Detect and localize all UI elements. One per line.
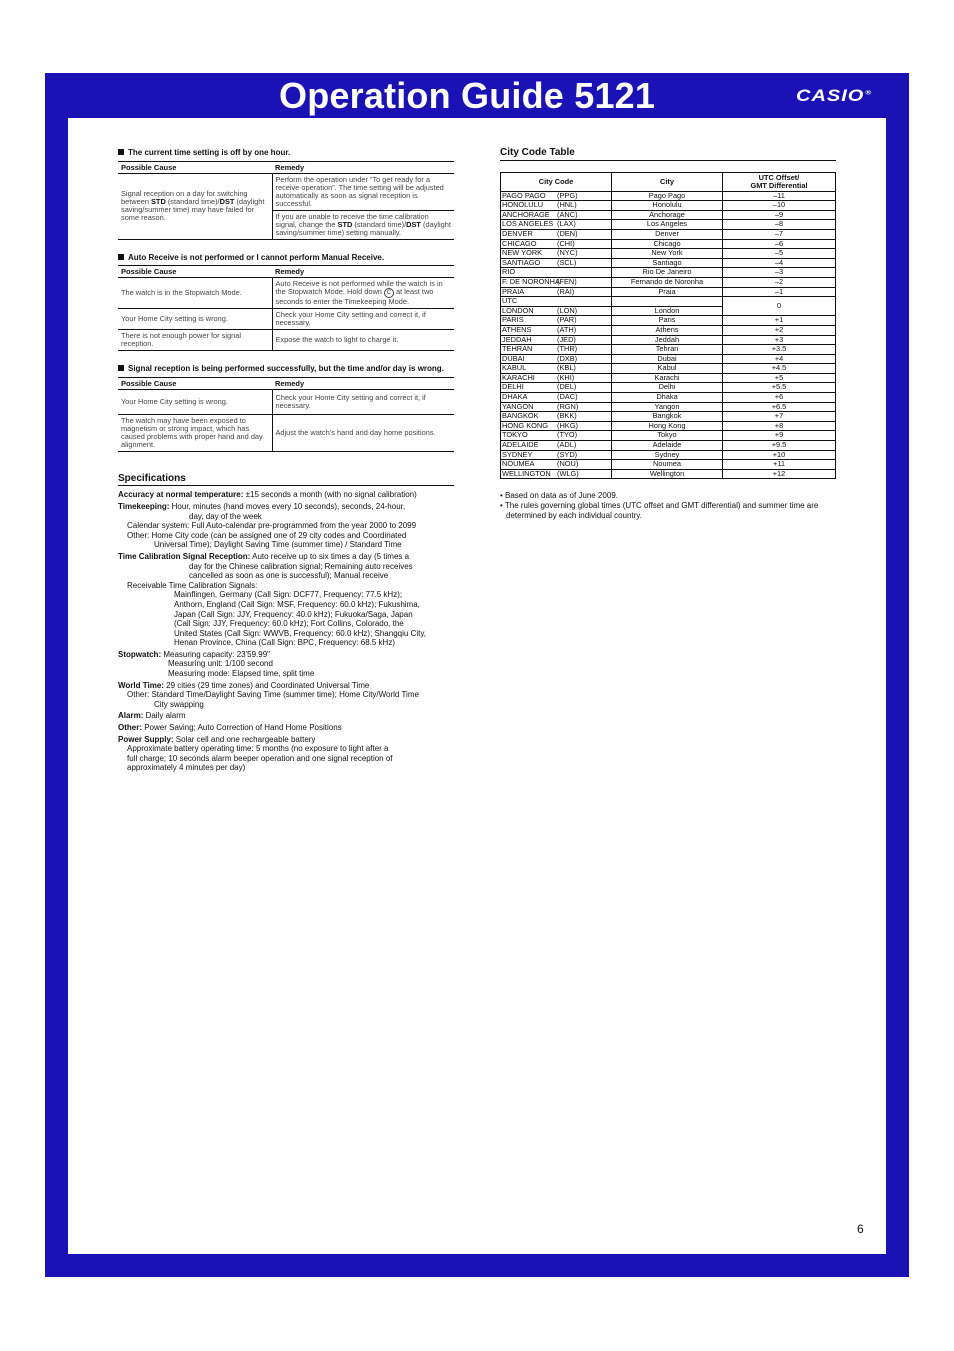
city-name-cell: Adelaide <box>612 441 723 451</box>
city-code-cell: TOKYO <box>501 431 557 441</box>
city-code-cell: UTC <box>501 297 557 307</box>
col-header-cause: Possible Cause <box>118 377 272 389</box>
utc-offset-cell: +7 <box>723 412 836 422</box>
city-code-cell: DUBAI <box>501 354 557 364</box>
city-abbr-cell: (KBL) <box>556 364 612 374</box>
city-name-cell: London <box>612 306 723 316</box>
city-abbr-cell: (WLG) <box>556 469 612 479</box>
left-column <box>118 148 454 775</box>
table-header-row <box>501 172 836 191</box>
table-row <box>118 173 454 210</box>
city-code-table-heading: City Code Table <box>500 148 836 161</box>
col-header-cause: Possible Cause <box>118 161 272 173</box>
trouble-heading-auto-receive <box>118 253 454 263</box>
city-table-notes <box>500 491 836 520</box>
square-bullet-icon <box>118 365 124 371</box>
spec-label: Timekeeping: <box>118 501 170 511</box>
city-abbr-cell: (LAX) <box>556 220 612 230</box>
spec-text: Calendar system: Full Auto-calendar pre-programmed from the year 2000 to 2099 <box>127 521 417 531</box>
city-code-cell: SANTIAGO <box>501 258 557 268</box>
city-abbr-cell: (NYC) <box>556 249 612 259</box>
spec-text: Measuring unit: 1/100 second <box>168 659 273 669</box>
brand-name: CASIO <box>796 86 865 106</box>
utc-offset-cell: –4 <box>723 258 836 268</box>
spec-text: full charge; 10 seconds alarm beeper operation and one signal reception of <box>127 753 393 763</box>
city-name-cell: Rio De Janeiro <box>612 268 723 278</box>
utc-offset-cell: –2 <box>723 277 836 287</box>
city-abbr-cell: (CHI) <box>556 239 612 249</box>
cause-cell: The watch is in the Stopwatch Mode. <box>118 278 272 309</box>
city-name-cell: Bangkok <box>612 412 723 422</box>
city-code-cell: HONOLULU <box>501 201 557 211</box>
utc-offset-cell: –5 <box>723 249 836 259</box>
city-abbr-cell: (NOU) <box>556 460 612 470</box>
spec-text: Solar cell and one rechargeable battery <box>173 734 316 744</box>
utc-offset-cell: –1 <box>723 287 836 297</box>
cause-cell: Your Home City setting is wrong. <box>118 389 272 414</box>
utc-offset-cell: +9 <box>723 431 836 441</box>
city-code-cell: DHAKA <box>501 393 557 403</box>
right-column <box>500 148 836 520</box>
remedy-cell: Expose the watch to light to charge it. <box>272 330 454 351</box>
city-abbr-cell: (SCL) <box>556 258 612 268</box>
table-row <box>501 364 836 374</box>
table-row <box>501 441 836 451</box>
utc-offset-cell: +3 <box>723 335 836 345</box>
city-name-cell: Los Angeles <box>612 220 723 230</box>
city-table-body <box>501 191 836 479</box>
registered-mark: ® <box>865 88 873 97</box>
city-code-cell: CHICAGO <box>501 239 557 249</box>
utc-offset-cell: –8 <box>723 220 836 230</box>
city-name-cell: Delhi <box>612 383 723 393</box>
spec-timekeeping <box>118 502 454 550</box>
spec-label: Other: <box>118 723 142 733</box>
city-abbr-cell: (HKG) <box>556 421 612 431</box>
spec-text: approximately 4 minutes per day) <box>127 763 246 773</box>
table-row <box>501 345 836 355</box>
header-line: GMT Differential <box>750 180 808 190</box>
utc-offset-cell: –7 <box>723 229 836 239</box>
spec-text: Mainflingen, Germany (Call Sign: DCF77, Frequency: 77.5 kHz); <box>174 590 403 600</box>
utc-offset-cell: +4.5 <box>723 364 836 374</box>
city-name-cell: Yangon <box>612 402 723 412</box>
cause-cell <box>118 173 272 239</box>
table-row <box>118 309 454 330</box>
utc-offset-cell: +6.5 <box>723 402 836 412</box>
spec-text: Measuring mode: Elapsed time, split time <box>168 669 315 679</box>
remedy-text: If you are unable to receive the time calibration signal, change the <box>275 211 429 229</box>
city-abbr-cell: (KHI) <box>556 373 612 383</box>
city-abbr-cell: (ATH) <box>556 325 612 335</box>
dst-label: DST <box>406 219 421 229</box>
city-abbr-cell: (DAC) <box>556 393 612 403</box>
trouble-heading-wrong-time <box>118 364 454 374</box>
spec-text: 29 cities (29 time zones) and Coordinated Universal Time <box>163 680 370 690</box>
remedy-cell: Perform the operation under “To get ready for a receive operation”. The time setting will be adjusted automatically as soon as signal reception is successful. <box>272 173 454 210</box>
city-abbr-cell: (DEL) <box>556 383 612 393</box>
trouble-title: Signal reception is being performed successfully, but the time and/or day is wrong. <box>128 364 444 374</box>
utc-offset-cell: +10 <box>723 450 836 460</box>
spec-text: Anthorn, England (Call Sign: MSF, Frequency: 60.0 kHz); Fukushima, <box>174 599 420 609</box>
city-abbr-cell: (TYO) <box>556 431 612 441</box>
note-item: • The rules governing global times (UTC offset and GMT differential) and summer time are determined by each individual country. <box>500 501 819 520</box>
spec-text: (Call Sign: JJY, Frequency: 60.0 kHz); Fort Collins, Colorado, the <box>174 619 404 629</box>
col-header-utc-offset <box>723 172 836 191</box>
spec-label: Power Supply: <box>118 734 174 744</box>
remedy-cell: Check your Home City setting and correct it, if necessary. <box>272 389 454 414</box>
city-code-cell: WELLINGTON <box>501 469 557 479</box>
spec-text: Power Saving; Auto Correction of Hand Home Positions <box>142 723 342 733</box>
city-abbr-cell: (SYD) <box>556 450 612 460</box>
spec-text: day, day of the week <box>189 511 262 521</box>
city-abbr-cell: (HNL) <box>556 201 612 211</box>
table-row <box>118 330 454 351</box>
cause-text: (daylight saving/summer time) may have failed for some reason. <box>121 197 265 223</box>
spec-other <box>118 723 454 733</box>
remedy-cell: Check your Home City setting and correct it, if necessary. <box>272 309 454 330</box>
square-bullet-icon <box>118 254 124 260</box>
table-header-row <box>118 377 454 389</box>
dst-label: DST <box>219 197 235 207</box>
spec-text: Other: Standard Time/Daylight Saving Time (summer time); Home City/World Time <box>127 690 419 700</box>
city-name-cell: Tokyo <box>612 431 723 441</box>
city-name-cell: Praia <box>612 287 723 297</box>
spec-text: Universal Time); Daylight Saving Time (summer time) / Standard Time <box>154 540 402 550</box>
trouble-title: The current time setting is off by one hour. <box>128 148 291 157</box>
spec-label: Stopwatch: <box>118 649 162 659</box>
table-row <box>501 325 836 335</box>
city-name-cell: Noumea <box>612 460 723 470</box>
table-row <box>501 249 836 259</box>
utc-offset-cell: +4 <box>723 354 836 364</box>
remedy-cell: Adjust the watch’s hand and day home positions. <box>272 414 454 451</box>
trouble-title: Auto Receive is not performed or I cannot perform Manual Receive. <box>128 252 385 262</box>
spec-stopwatch <box>118 650 454 679</box>
trouble-table-one-hour <box>118 161 454 240</box>
city-code-cell: JEDDAH <box>501 335 557 345</box>
table-row <box>501 297 836 307</box>
utc-offset-cell: –10 <box>723 201 836 211</box>
utc-offset-cell: –9 <box>723 210 836 220</box>
utc-offset-cell: +8 <box>723 421 836 431</box>
spec-text: Receivable Time Calibration Signals: <box>127 580 258 590</box>
spec-text: City swapping <box>154 699 204 709</box>
table-row <box>501 229 836 239</box>
city-name-cell: Hong Kong <box>612 421 723 431</box>
spec-signal-reception <box>118 552 454 648</box>
city-name-cell: Honolulu <box>612 201 723 211</box>
city-name-cell: Pago Pago <box>612 191 723 201</box>
city-abbr-cell: (RGN) <box>556 402 612 412</box>
city-code-cell: KABUL <box>501 364 557 374</box>
city-code-cell: ADELAIDE <box>501 441 557 451</box>
spec-alarm <box>118 711 454 721</box>
spec-label: World Time: <box>118 680 164 690</box>
table-row <box>501 268 836 278</box>
utc-offset-cell: +12 <box>723 469 836 479</box>
specifications-body <box>118 490 454 773</box>
city-code-cell: TEHRAN <box>501 345 557 355</box>
city-code-cell: BANGKOK <box>501 412 557 422</box>
casio-logo <box>796 87 872 107</box>
city-code-cell: DELHI <box>501 383 557 393</box>
remedy-text: (daylight saving/summer time) setting manually. <box>275 219 451 237</box>
spec-text: Measuring capacity: 23'59.99" <box>161 649 270 659</box>
spec-label: Time Calibration Signal Reception: <box>118 551 251 561</box>
city-code-cell: NOUMEA <box>501 460 557 470</box>
city-name-cell: Tehran <box>612 345 723 355</box>
city-abbr-cell: (DEN) <box>556 229 612 239</box>
city-name-cell: Wellington <box>612 469 723 479</box>
utc-offset-cell: +11 <box>723 460 836 470</box>
page-number: 6 <box>857 1222 864 1236</box>
city-abbr-cell: (BKK) <box>556 412 612 422</box>
header-line: UTC Offset/ <box>758 172 800 182</box>
city-name-cell: Kabul <box>612 364 723 374</box>
col-header-remedy: Remedy <box>272 266 454 278</box>
spec-text: Henan Province, China (Call Sign: BPC, Frequency: 68.5 kHz) <box>174 638 395 648</box>
city-code-cell: HONG KONG <box>501 421 557 431</box>
city-code-cell: ATHENS <box>501 325 557 335</box>
city-code-cell: DENVER <box>501 229 557 239</box>
city-abbr-cell: (RAI) <box>556 287 612 297</box>
city-code-cell: KARACHI <box>501 373 557 383</box>
table-row <box>501 201 836 211</box>
specifications-heading: Specifications <box>118 474 454 487</box>
trouble-heading-one-hour <box>118 148 454 158</box>
spec-label: Accuracy at normal temperature: <box>118 490 244 500</box>
table-row <box>501 277 836 287</box>
utc-offset-cell: +5.5 <box>723 383 836 393</box>
spec-accuracy <box>118 490 454 500</box>
spec-label: Alarm: <box>118 711 144 721</box>
table-row <box>501 412 836 422</box>
city-abbr-cell: (DXB) <box>556 354 612 364</box>
spec-text: Other: Home City code (can be assigned one of 29 city codes and Coordinated <box>127 530 407 540</box>
cause-cell: Your Home City setting is wrong. <box>118 309 272 330</box>
cause-cell: The watch may have been exposed to magnetism or strong impact, which has caused problems with proper hand and day alignment. <box>118 414 272 451</box>
trouble-table-auto-receive <box>118 265 454 351</box>
city-code-cell: YANGON <box>501 402 557 412</box>
city-abbr-cell: (PPG) <box>556 191 612 201</box>
utc-offset-cell: –11 <box>723 191 836 201</box>
city-code-cell: PAGO PAGO <box>501 191 557 201</box>
utc-offset-cell: +6 <box>723 393 836 403</box>
city-abbr-cell: (JED) <box>556 335 612 345</box>
spec-text: ±15 seconds a month (with no signal calibration) <box>243 490 417 500</box>
table-row <box>501 393 836 403</box>
table-header-row <box>118 161 454 173</box>
city-code-cell: LOS ANGELES <box>501 220 557 230</box>
std-label: STD <box>337 219 353 229</box>
table-row <box>118 389 454 414</box>
city-code-cell: LONDON <box>501 306 557 316</box>
city-code-cell: PARIS <box>501 316 557 326</box>
cause-text: Signal reception on a day for switching between <box>121 189 248 207</box>
col-header-city-code: City Code <box>501 172 612 191</box>
city-name-cell: Athens <box>612 325 723 335</box>
table-row <box>501 469 836 479</box>
city-code-table <box>500 172 836 480</box>
spec-text: Hour, minutes (hand moves every 10 seconds), seconds, 24-hour, <box>169 501 406 511</box>
city-abbr-cell: (FEN) <box>556 277 612 287</box>
city-name-cell: Dhaka <box>612 393 723 403</box>
cause-cell: There is not enough power for signal reception. <box>118 330 272 351</box>
city-code-cell: PRAIA <box>501 287 557 297</box>
spec-text: cancelled as soon as one is successful); Manual receive <box>189 571 389 581</box>
note-item: • Based on data as of June 2009. <box>500 491 618 501</box>
table-row <box>118 414 454 451</box>
table-row <box>501 287 836 297</box>
city-code-cell: ANCHORAGE <box>501 210 557 220</box>
city-code-cell: NEW YORK <box>501 249 557 259</box>
city-abbr-cell: (THR) <box>556 345 612 355</box>
spec-world-time <box>118 681 454 710</box>
std-label: STD <box>151 197 166 207</box>
spec-text: day for the Chinese calibration signal; Remaining auto receives <box>189 561 413 571</box>
spec-text: Daily alarm <box>143 711 186 721</box>
city-abbr-cell: (ANC) <box>556 210 612 220</box>
city-name-cell: Chicago <box>612 239 723 249</box>
col-header-remedy: Remedy <box>272 161 454 173</box>
city-name-cell: New York <box>612 249 723 259</box>
spec-text: Auto receive up to six times a day (5 times a <box>250 551 410 561</box>
table-row <box>118 278 454 309</box>
table-header-row <box>118 266 454 278</box>
city-name-cell: Jeddah <box>612 335 723 345</box>
city-name-cell: Anchorage <box>612 210 723 220</box>
table-row <box>501 460 836 470</box>
square-bullet-icon <box>118 149 124 155</box>
utc-offset-cell: +9.5 <box>723 441 836 451</box>
remedy-text: Auto Receive is not performed while the watch is in the Stopwatch Mode. Hold down <box>275 279 443 297</box>
table-row <box>501 316 836 326</box>
spec-text: United States (Call Sign: WWVB, Frequency: 60.0 kHz); Shangqiu City, <box>174 628 426 638</box>
city-name-cell: Fernando de Noronha <box>612 277 723 287</box>
city-code-cell: SYDNEY <box>501 450 557 460</box>
remedy-cell <box>272 210 454 239</box>
city-abbr-cell <box>556 297 612 307</box>
city-abbr-cell <box>556 268 612 278</box>
cause-text: (standard time)/ <box>165 197 220 207</box>
spec-text: Japan (Call Sign: JJY, Frequency: 40.0 kHz); Fukuoka/Saga, Japan <box>174 609 413 619</box>
utc-offset-cell: –3 <box>723 268 836 278</box>
button-c-icon: C <box>384 288 394 298</box>
city-abbr-cell: (ADL) <box>556 441 612 451</box>
col-header-city: City <box>612 172 723 191</box>
city-name-cell: Sydney <box>612 450 723 460</box>
trouble-table-wrong-time <box>118 377 454 452</box>
page-title: Operation Guide 5121 <box>279 75 656 116</box>
city-code-cell: F. DE NORONHA <box>502 276 560 286</box>
remedy-text: (standard time)/ <box>352 219 407 229</box>
utc-offset-cell: +3.5 <box>723 345 836 355</box>
utc-offset-cell: +5 <box>723 373 836 383</box>
city-name-cell: Santiago <box>612 258 723 268</box>
utc-offset-cell: +1 <box>723 316 836 326</box>
city-code-cell: RIO <box>501 268 557 278</box>
spec-text: Approximate battery operating time: 5 months (no exposure to light after a <box>127 744 389 754</box>
city-name-cell: Denver <box>612 229 723 239</box>
utc-offset-cell: –6 <box>723 239 836 249</box>
city-abbr-cell: (PAR) <box>556 316 612 326</box>
col-header-remedy: Remedy <box>272 377 454 389</box>
remedy-text: at least two seconds to enter the Timekeeping Mode. <box>275 287 434 307</box>
utc-offset-cell: +2 <box>723 325 836 335</box>
city-name-cell <box>612 297 723 307</box>
spec-power-supply <box>118 735 454 773</box>
col-header-cause: Possible Cause <box>118 266 272 278</box>
city-name-cell: Dubai <box>612 354 723 364</box>
remedy-cell <box>272 278 454 309</box>
city-name-cell: Karachi <box>612 373 723 383</box>
utc-offset-cell: 0 <box>723 297 836 316</box>
city-abbr-cell: (LON) <box>556 306 612 316</box>
city-name-cell: Paris <box>612 316 723 326</box>
